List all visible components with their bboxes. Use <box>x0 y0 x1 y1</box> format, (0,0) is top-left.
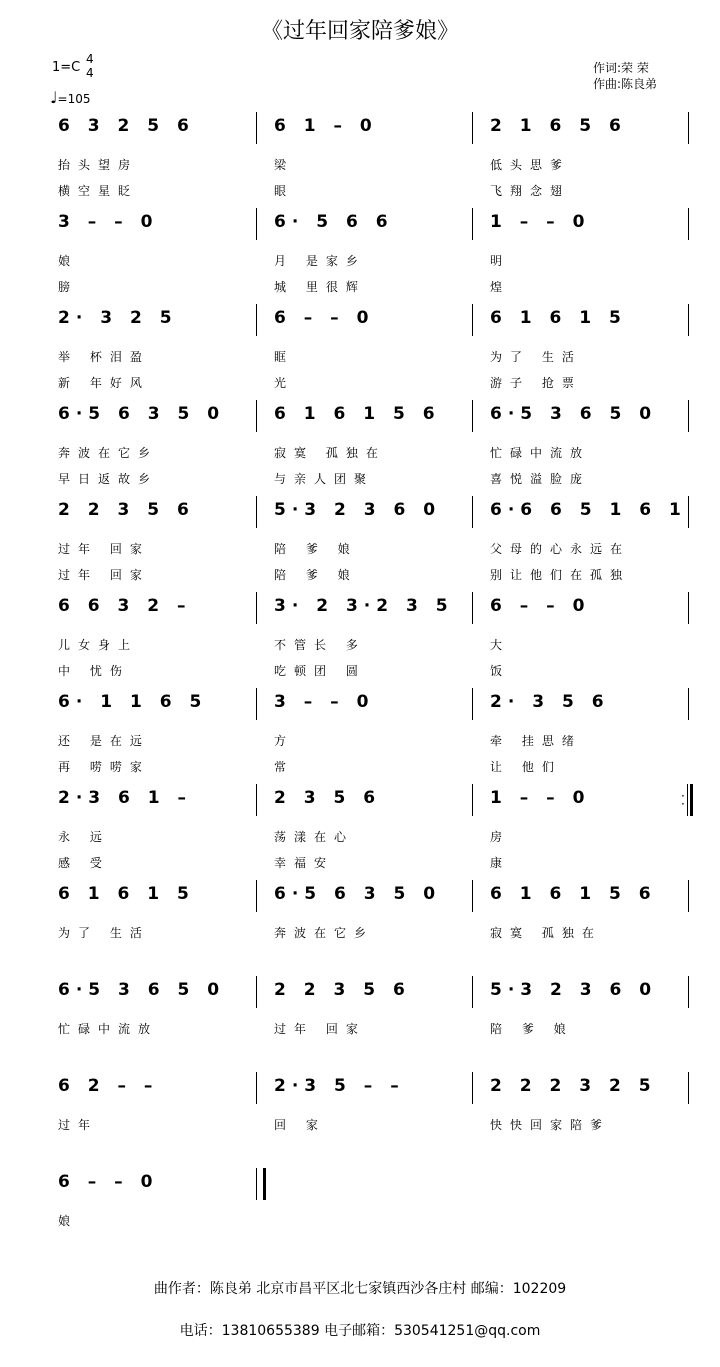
barline <box>256 784 257 816</box>
barline <box>688 976 689 1008</box>
measure-notes: 6 3 2 5 6 <box>58 116 195 136</box>
measure-notes: 6·5 3 6 5 0 <box>58 980 226 1000</box>
lyric-verse-1: 寂寞 孤独在 <box>274 446 386 460</box>
lyric-verse-1: 快快回家陪爹 <box>490 1118 611 1132</box>
lyric-verse-2: 光 <box>274 376 295 390</box>
lyric-verse-2: 早日返故乡 <box>58 472 159 486</box>
lyric-verse-2: 城 里很辉 <box>274 280 366 294</box>
measure-notes: 6 1 6 1 5 <box>58 884 195 904</box>
measure-notes: 2·3 6 1 – <box>58 788 193 808</box>
barline <box>472 304 473 336</box>
barline <box>688 1072 689 1104</box>
lyric-verse-1: 陪 爹 娘 <box>490 1022 574 1036</box>
lyric-verse-1: 永 远 <box>58 830 110 844</box>
measure-notes: 3 – – 0 <box>274 692 375 712</box>
lyric-verse-1: 还 是在远 <box>58 734 150 748</box>
tempo-mark <box>50 88 91 107</box>
composer: 作曲:陈良弟 <box>593 77 658 91</box>
barline <box>256 688 257 720</box>
barline <box>256 976 257 1008</box>
lyric-verse-1: 眶 <box>274 350 295 364</box>
measure-notes: 2· 3 5 6 <box>490 692 610 712</box>
measure-notes: 6·5 6 3 5 0 <box>274 884 442 904</box>
barline <box>256 592 257 624</box>
staff-line <box>0 1166 720 1262</box>
lyric-verse-2: 新 年好风 <box>58 376 150 390</box>
staff-line <box>0 590 720 686</box>
lyric-verse-2: 眼 <box>274 184 295 198</box>
measure-notes: 6 1 6 1 5 6 <box>490 884 657 904</box>
barline <box>256 880 257 912</box>
measure-notes: 6 1 6 1 5 6 <box>274 404 441 424</box>
lyric-verse-2: 飞翔念翅 <box>490 184 571 198</box>
lyric-verse-2: 康 <box>490 856 511 870</box>
measure-notes: 6· 1 1 6 5 <box>58 692 208 712</box>
lyric-verse-2: 幸福安 <box>274 856 335 870</box>
final-barline <box>256 1168 266 1200</box>
measure-notes: 3· 2 3·2 3 5 <box>274 596 454 616</box>
lyric-verse-1: 奔波在它乡 <box>274 926 375 940</box>
barline <box>472 880 473 912</box>
lyric-verse-1: 抬头望房 <box>58 158 139 172</box>
staff-line <box>0 110 720 206</box>
lyric-verse-2: 喜悦溢脸庞 <box>490 472 591 486</box>
lyric-verse-1: 奔波在它乡 <box>58 446 159 460</box>
barline <box>688 496 689 528</box>
measure-notes: 6·5 6 3 5 0 <box>58 404 226 424</box>
barline <box>256 496 257 528</box>
lyric-verse-1: 儿女身上 <box>58 638 139 652</box>
lyric-verse-1: 娘 <box>58 1214 79 1228</box>
lyric-verse-1: 过年 回家 <box>274 1022 366 1036</box>
barline <box>472 688 473 720</box>
barline <box>472 592 473 624</box>
measure-notes: 6· 5 6 6 <box>274 212 394 232</box>
lyric-verse-1: 回 家 <box>274 1118 326 1132</box>
lyric-verse-1: 方 <box>274 734 295 748</box>
repeat-barline: · · <box>684 784 692 816</box>
lyricist: 作词:荣 荣 <box>593 61 649 75</box>
lyric-verse-2: 陪 爹 娘 <box>274 568 358 582</box>
barline <box>688 112 689 144</box>
lyric-verse-2: 游子 抢票 <box>490 376 582 390</box>
lyric-verse-1: 牵 挂思绪 <box>490 734 582 748</box>
song-title: 《过年回家陪爹娘》 <box>260 19 459 44</box>
staff-line <box>0 974 720 1070</box>
measure-notes: 1 – – 0 <box>490 212 591 232</box>
lyric-verse-1: 房 <box>490 830 511 844</box>
lyric-verse-2: 过年 回家 <box>58 568 150 582</box>
lyric-verse-2: 吃顿团 圆 <box>274 664 366 678</box>
lyric-verse-1: 月 是家乡 <box>274 254 366 268</box>
barline <box>256 208 257 240</box>
lyric-verse-1: 梁 <box>274 158 295 172</box>
measure-notes: 5·3 2 3 6 0 <box>274 500 442 520</box>
staff-line <box>0 1070 720 1166</box>
lyric-verse-2: 再 唠唠家 <box>58 760 150 774</box>
measure-notes: 2 2 2 3 2 5 <box>490 1076 657 1096</box>
barline <box>472 976 473 1008</box>
staff-line <box>0 494 720 590</box>
lyric-verse-1: 荡漾在心 <box>274 830 355 844</box>
measure-notes: 6 6 3 2 – <box>58 596 192 616</box>
measure-notes: 6 – – 0 <box>58 1172 159 1192</box>
lyric-verse-2: 常 <box>274 760 295 774</box>
lyric-verse-2: 煌 <box>490 280 511 294</box>
tempo-value: =105 <box>57 92 91 106</box>
staff-line <box>0 878 720 974</box>
lyric-verse-1: 陪 爹 娘 <box>274 542 358 556</box>
measure-notes: 6 1 – 0 <box>274 116 378 136</box>
barline <box>688 400 689 432</box>
measure-notes: 6·6 6 5 1 6 1 <box>490 500 687 520</box>
lyric-verse-1: 父母的心永远在 <box>490 542 631 556</box>
barline <box>472 400 473 432</box>
barline <box>256 304 257 336</box>
barline <box>688 208 689 240</box>
measure-notes: 2 1 6 5 6 <box>490 116 627 136</box>
lyric-verse-2: 与亲人团聚 <box>274 472 375 486</box>
barline <box>472 496 473 528</box>
lyric-verse-1: 过年 <box>58 1118 99 1132</box>
staff-line <box>0 302 720 398</box>
lyric-verse-2: 让 他们 <box>490 760 562 774</box>
barline <box>688 688 689 720</box>
quarter-note-icon: ♩ <box>50 88 58 107</box>
lyric-verse-2: 饭 <box>490 664 511 678</box>
barline <box>472 208 473 240</box>
staff-line <box>0 398 720 494</box>
measure-notes: 3 – – 0 <box>58 212 159 232</box>
measure-notes: 6 – – 0 <box>490 596 591 616</box>
time-signature <box>86 52 94 80</box>
measure-notes: 2·3 5 – – <box>274 1076 405 1096</box>
lyric-verse-1: 明 <box>490 254 511 268</box>
lyric-verse-1: 低头思爹 <box>490 158 571 172</box>
staff-line <box>0 686 720 782</box>
measure-notes: 6·5 3 6 5 0 <box>490 404 658 424</box>
lyric-verse-1: 举 杯泪盈 <box>58 350 150 364</box>
lyric-verse-2: 中 忧伤 <box>58 664 130 678</box>
measure-notes: 5·3 2 3 6 0 <box>490 980 658 1000</box>
credits <box>593 60 657 92</box>
barline <box>688 304 689 336</box>
barline <box>256 400 257 432</box>
measure-notes: 6 2 – – <box>58 1076 159 1096</box>
lyric-verse-1: 忙碌中流放 <box>58 1022 159 1036</box>
meter-top: 4 <box>86 52 94 66</box>
lyric-verse-1: 为了 生活 <box>58 926 150 940</box>
lyric-verse-1: 过年 回家 <box>58 542 150 556</box>
barline <box>688 880 689 912</box>
contact-address: 曲作者：陈良弟 北京市昌平区北七家镇西沙各庄村 邮编：102209 <box>153 1281 567 1297</box>
lyric-verse-1: 忙碌中流放 <box>490 446 591 460</box>
staff-line <box>0 782 720 878</box>
lyric-verse-1: 不管长 多 <box>274 638 366 652</box>
lyric-verse-1: 寂寞 孤独在 <box>490 926 602 940</box>
lyric-verse-2: 感 受 <box>58 856 110 870</box>
lyric-verse-1: 娘 <box>58 254 79 268</box>
barline <box>472 1072 473 1104</box>
barline <box>688 592 689 624</box>
measure-notes: 2 2 3 5 6 <box>58 500 195 520</box>
measure-notes: 1 – – 0 <box>490 788 591 808</box>
barline <box>256 112 257 144</box>
barline <box>472 112 473 144</box>
lyric-verse-2: 别让他们在孤独 <box>490 568 631 582</box>
meter-bottom: 4 <box>86 66 94 80</box>
measure-notes: 2 3 5 6 <box>274 788 382 808</box>
staff-line <box>0 206 720 302</box>
contact-phone-email: 电话：13810655389 电子邮箱：530541251@qq.com <box>179 1323 541 1339</box>
key-signature: 1=C <box>52 60 81 75</box>
lyric-verse-1: 为了 生活 <box>490 350 582 364</box>
measure-notes: 2· 3 2 5 <box>58 308 178 328</box>
measure-notes: 6 1 6 1 5 <box>490 308 627 328</box>
measure-notes: 2 2 3 5 6 <box>274 980 411 1000</box>
barline <box>256 1072 257 1104</box>
measure-notes: 6 – – 0 <box>274 308 375 328</box>
barline <box>472 784 473 816</box>
lyric-verse-1: 大 <box>490 638 511 652</box>
lyric-verse-2: 横空星眨 <box>58 184 139 198</box>
lyric-verse-2: 膀 <box>58 280 79 294</box>
